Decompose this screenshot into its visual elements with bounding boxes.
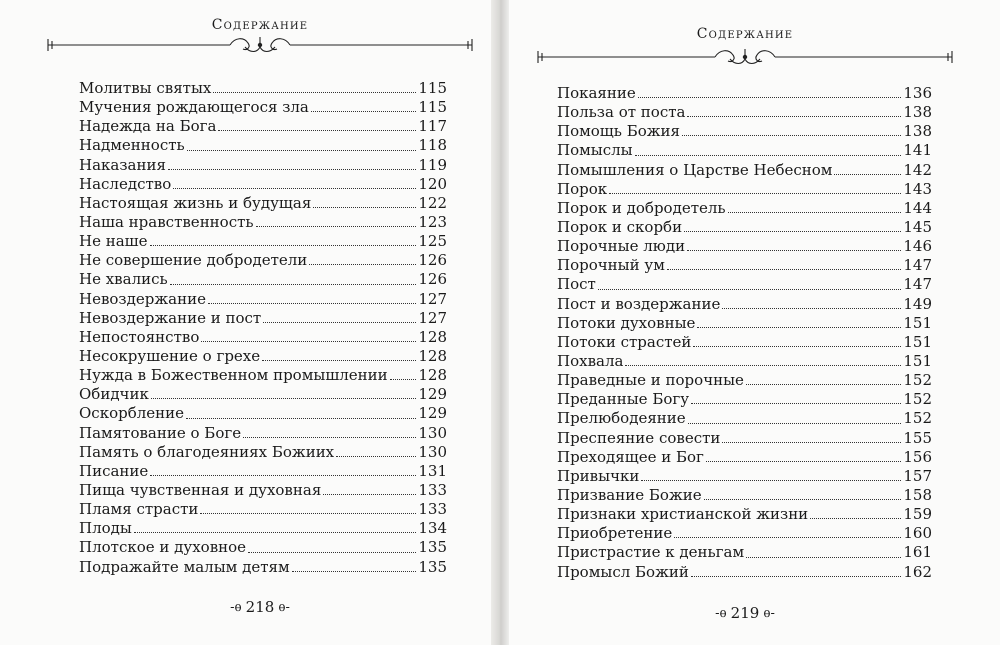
toc-entry-title: Пост [557,275,596,294]
toc-entry [79,424,447,443]
toc-entry [557,505,932,524]
dot-leader [218,129,416,131]
toc-entry-page: 152 [903,371,932,390]
dot-leader [635,154,902,156]
folio-ornament-left: -ѳ [230,599,242,615]
toc-entry-title: Плоды [79,519,132,538]
dot-leader [309,263,416,265]
toc-entry-page: 162 [903,562,932,581]
ornamental-divider-icon [30,33,490,57]
toc-entry-page: 145 [903,217,932,236]
toc-entry-page: 115 [418,98,447,117]
toc-entry [79,270,447,289]
toc-entry-title: Писание [79,461,149,480]
dot-leader [691,575,901,577]
dot-leader [691,402,901,404]
dot-leader [208,302,416,304]
toc-entry-title: Наша нравственность [79,212,254,231]
toc-entry-page: 159 [903,505,932,524]
toc-entry [557,275,932,294]
folio-number: 219 [730,604,760,622]
toc-entry-title: Порок и скорби [557,217,683,236]
dot-leader [200,512,416,514]
toc-entry-page: 151 [903,313,932,332]
left-page [30,0,490,645]
toc-entry-title: Прелюбодеяние [557,409,686,428]
toc-entry-page: 146 [903,237,932,256]
toc-entry-page: 152 [903,409,932,428]
toc-entry-page: 144 [903,198,932,217]
toc-entry [79,290,447,309]
toc-entry [79,328,447,347]
toc-entry [557,180,932,199]
toc-entry [79,156,447,175]
toc-entry-title: Привычки [557,466,640,485]
toc-entry [557,352,932,371]
dot-leader [150,474,416,476]
toc-entry-title: Потоки духовные [557,313,696,332]
toc-entry-page: 128 [418,366,447,385]
toc-entry-page: 135 [418,538,447,557]
dot-leader [609,192,901,194]
dot-leader [674,536,901,538]
toc-entry-page: 149 [903,294,932,313]
dot-leader [243,436,416,438]
toc-entry-title: Невоздержание и пост [79,308,262,327]
dot-leader [728,211,902,213]
dot-leader [688,422,902,424]
toc-entry-title: Обидчик [79,385,149,404]
folio-ornament-right: ѳ- [278,599,290,615]
toc-entry-title: Непостоянство [79,327,200,346]
dot-leader [598,288,902,290]
toc-entry-page: 158 [903,485,932,504]
toc-entry [557,84,932,103]
dot-leader [256,225,417,227]
dot-leader [390,378,417,380]
toc-entry-page: 143 [903,179,932,198]
toc-entry-title: Мучения рождающегося зла [79,98,309,117]
toc-entry-page: 128 [418,327,447,346]
toc-entry-title: Пост и воздержание [557,294,721,313]
toc-entry-title: Не хвались [79,270,168,289]
toc-entry-page: 152 [903,390,932,409]
toc-entry [557,448,932,467]
toc-entry-page: 135 [418,557,447,576]
toc-entry-title: Не совершение добродетели [79,251,308,270]
toc-entry-title: Надменность [79,136,185,155]
toc-entry [557,199,932,218]
dot-leader [706,460,901,462]
dot-leader [187,149,417,151]
toc-entry-page: 120 [418,174,447,193]
dot-leader [134,531,417,533]
toc-entry-title: Призвание Божие [557,485,702,504]
toc-entry [557,467,932,486]
dot-leader [168,168,416,170]
running-head: Содержание [211,17,309,33]
dot-leader [641,479,901,481]
dot-leader [746,556,901,558]
toc-entry [557,295,932,314]
toc-entry [79,213,447,232]
toc-entry-page: 125 [418,232,447,251]
toc-entry-page: 134 [418,519,447,538]
toc-entry-page: 131 [418,461,447,480]
toc-entry [79,385,447,404]
toc-entry [557,390,932,409]
book-gutter [491,0,509,645]
toc-entry-title: Подражайте малым детям [79,557,290,576]
toc-entry [79,443,447,462]
toc-entry-title: Помышления о Царстве Небесном [557,160,833,179]
toc-entry [79,558,447,577]
folio-ornament-left: -ѳ [715,605,727,621]
toc-entry-title: Помощь Божия [557,122,681,141]
toc-entry-title: Промысл Божий [557,562,689,581]
toc-entry-page: 157 [903,466,932,485]
toc-entry-title: Наказания [79,155,166,174]
toc-entry-title: Плотское и духовное [79,538,247,557]
toc-entry-title: Не наше [79,232,148,251]
toc-entry-title: Память о благодеяниях Божиих [79,442,335,461]
toc-entry-page: 127 [418,289,447,308]
dot-leader [810,517,901,519]
toc-entry-page: 147 [903,256,932,275]
toc-entry-page: 123 [418,212,447,231]
toc-entry-title: Похвала [557,351,624,370]
toc-entry-title: Порочный ум [557,256,665,275]
toc-entry-page: 160 [903,524,932,543]
table-of-contents [557,84,932,582]
dot-leader [704,498,902,500]
running-head: Содержание [696,26,794,42]
toc-entry-page: 115 [418,79,447,97]
toc-entry [557,237,932,256]
toc-entry [79,194,447,213]
toc-entry-page: 130 [418,442,447,461]
toc-entry [557,429,932,448]
table-of-contents [79,79,447,577]
toc-entry-page: 128 [418,346,447,365]
toc-entry [79,309,447,328]
toc-entry [557,486,932,505]
toc-entry-page: 138 [903,122,932,141]
dot-leader [722,307,901,309]
page-number [30,598,490,616]
toc-entry [557,543,932,562]
toc-entry-title: Оскорбление [79,404,185,423]
toc-entry-page: 118 [418,136,447,155]
toc-entry-title: Пища чувственная и духовная [79,480,322,499]
toc-entry [557,524,932,543]
dot-leader [201,340,416,342]
toc-entry [79,519,447,538]
toc-entry-page: 151 [903,351,932,370]
toc-entry-page: 126 [418,270,447,289]
dot-leader [170,283,417,285]
toc-entry-page: 147 [903,275,932,294]
toc-entry [557,409,932,428]
toc-entry [79,404,447,423]
toc-entry [557,333,932,352]
toc-entry-title: Покаяние [557,84,636,102]
toc-entry [79,251,447,270]
toc-entry-page: 142 [903,160,932,179]
page-number [520,604,970,622]
right-page [520,0,970,645]
dot-leader [687,249,901,251]
toc-entry-page: 151 [903,332,932,351]
toc-entry-title: Преходящее и Бог [557,447,704,466]
toc-entry [557,161,932,180]
toc-entry [79,79,447,98]
toc-entry [557,141,932,160]
toc-entry [79,347,447,366]
toc-entry-title: Польза от поста [557,103,686,122]
toc-entry-title: Пристрастие к деньгам [557,543,745,562]
dot-leader [667,268,902,270]
toc-entry [557,103,932,122]
toc-entry-title: Невоздержание [79,289,206,308]
toc-entry [79,538,447,557]
toc-entry [557,314,932,333]
toc-entry [79,98,447,117]
toc-entry [557,122,932,141]
dot-leader [262,359,416,361]
toc-entry-title: Настоящая жизнь и будущая [79,193,312,212]
toc-entry-title: Потоки страстей [557,332,692,351]
dot-leader [186,417,416,419]
dot-leader [625,364,901,366]
dot-leader [311,110,416,112]
dot-leader [684,230,901,232]
dot-leader [693,345,901,347]
toc-entry-page: 133 [418,500,447,519]
toc-entry-title: Молитвы святых [79,79,212,97]
dot-leader [313,206,416,208]
toc-entry-page: 138 [903,103,932,122]
toc-entry-page: 129 [418,385,447,404]
dot-leader [834,173,901,175]
toc-entry-title: Приобретение [557,524,673,543]
toc-entry-title: Помыслы [557,141,633,160]
toc-entry-page: 136 [903,84,932,102]
toc-entry-page: 141 [903,141,932,160]
toc-entry [79,136,447,155]
toc-entry-page: 133 [418,480,447,499]
dot-leader [682,134,901,136]
folio-ornament-right: ѳ- [763,605,775,621]
toc-entry-title: Порочные люди [557,237,686,256]
dot-leader [336,455,416,457]
toc-entry [79,232,447,251]
dot-leader [263,321,416,323]
toc-entry-title: Несокрушение о грехе [79,346,261,365]
toc-entry [79,366,447,385]
dot-leader [697,326,901,328]
toc-entry-title: Праведные и порочные [557,371,744,390]
toc-entry-title: Порок [557,179,608,198]
toc-entry-page: 155 [903,428,932,447]
dot-leader [248,551,416,553]
toc-entry-page: 130 [418,423,447,442]
toc-entry-title: Преспеяние совести [557,428,721,447]
toc-entry-title: Надежда на Бога [79,117,217,136]
toc-entry [557,563,932,582]
toc-entry [557,218,932,237]
toc-entry-title: Нужда в Божественном промышлении [79,366,388,385]
ornamental-divider-icon [520,45,970,69]
toc-entry-page: 127 [418,308,447,327]
toc-entry [557,256,932,275]
toc-entry-page: 126 [418,251,447,270]
toc-entry [79,462,447,481]
dot-leader [173,187,416,189]
toc-entry-title: Порок и добродетель [557,198,726,217]
toc-entry-page: 122 [418,193,447,212]
dot-leader [638,96,902,98]
dot-leader [687,115,901,117]
toc-entry-page: 161 [903,543,932,562]
toc-entry-title: Памятование о Боге [79,423,242,442]
toc-entry-title: Пламя страсти [79,500,199,519]
toc-entry-title: Признаки христианской жизни [557,505,809,524]
dot-leader [151,397,417,399]
dot-leader [213,91,416,93]
dot-leader [722,441,901,443]
toc-entry-page: 156 [903,447,932,466]
dot-leader [746,383,901,385]
toc-entry [79,500,447,519]
toc-entry [79,175,447,194]
toc-entry-title: Преданные Богу [557,390,690,409]
toc-entry-page: 117 [418,117,447,136]
dot-leader [150,244,417,246]
toc-entry-title: Наследство [79,174,172,193]
toc-entry [557,371,932,390]
toc-entry [79,117,447,136]
toc-entry [79,481,447,500]
toc-entry-page: 119 [418,155,447,174]
toc-entry-page: 129 [418,404,447,423]
dot-leader [292,570,417,572]
dot-leader [323,493,416,495]
folio-number: 218 [245,598,275,616]
